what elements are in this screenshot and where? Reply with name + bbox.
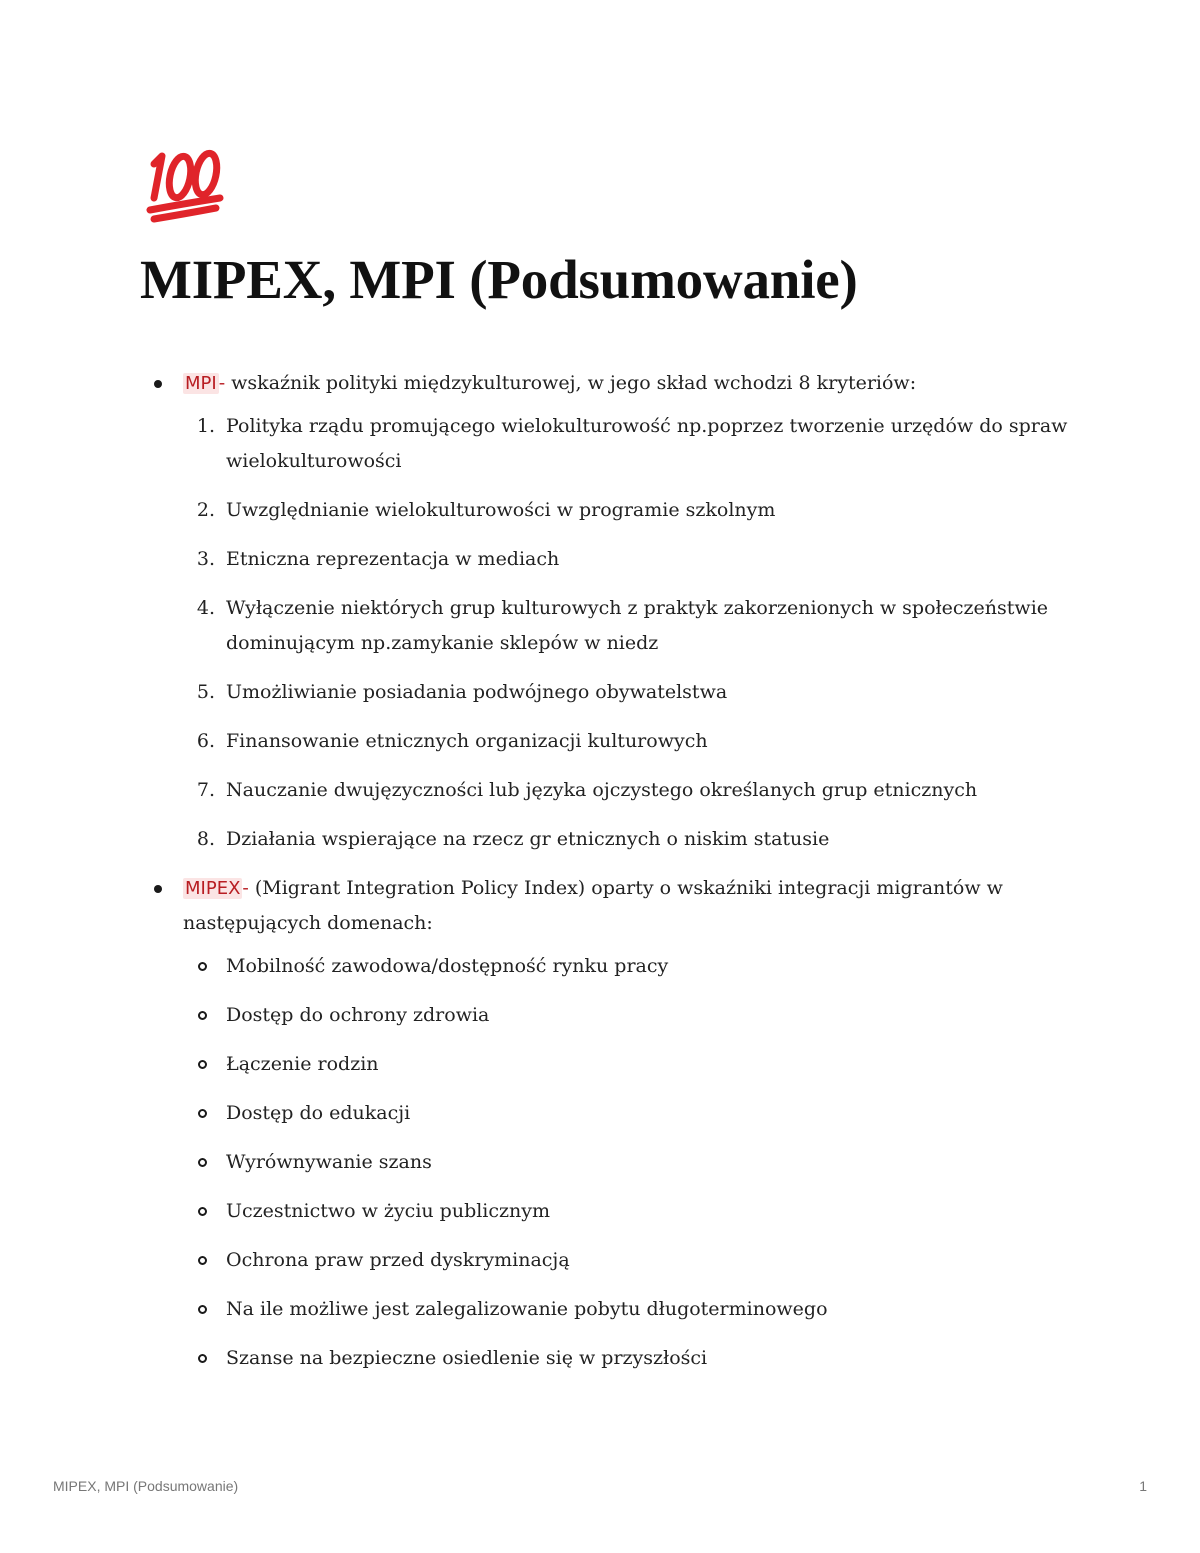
item-number: 1. bbox=[196, 415, 215, 437]
item-text: Uwzględnianie wielokulturowości w programie szkolnym bbox=[226, 499, 776, 521]
item-number: 4. bbox=[196, 597, 215, 619]
list-item-mipex bbox=[140, 871, 1070, 1376]
bullet-icon bbox=[154, 885, 162, 893]
bullet-icon bbox=[154, 380, 162, 388]
bulleted-list bbox=[140, 366, 1070, 1376]
item-number: 7. bbox=[196, 779, 215, 801]
sub-list-item bbox=[183, 1292, 1070, 1327]
sub-list-item bbox=[183, 1341, 1070, 1376]
sub-list-item bbox=[183, 998, 1070, 1033]
page-title: MIPEX, MPI (Podsumowanie) bbox=[140, 249, 858, 310]
ring-bullet-icon bbox=[198, 1305, 207, 1314]
numbered-item bbox=[183, 724, 1070, 759]
ring-bullet-icon bbox=[198, 1109, 207, 1118]
item-text: Działania wspierające na rzecz gr etnicznych o niskim statusie bbox=[226, 828, 830, 850]
ring-bullet-icon bbox=[198, 1354, 207, 1363]
sub-list-item bbox=[183, 1145, 1070, 1180]
numbered-item bbox=[183, 822, 1070, 857]
numbered-item bbox=[183, 675, 1070, 710]
item-number: 6. bbox=[196, 730, 215, 752]
item-number: 5. bbox=[196, 681, 215, 703]
numbered-item bbox=[183, 493, 1070, 528]
numbered-item bbox=[183, 591, 1070, 661]
ring-bullet-icon bbox=[198, 1256, 207, 1265]
inline-code-mpi: MPI bbox=[185, 373, 217, 394]
ring-bullet-icon bbox=[198, 1207, 207, 1216]
item-text: Uczestnictwo w życiu publicznym bbox=[226, 1200, 551, 1222]
item-text: Umożliwianie posiadania podwójnego obywatelstwa bbox=[226, 681, 728, 703]
item-text: Etniczna reprezentacja w mediach bbox=[226, 548, 560, 570]
ring-bullet-icon bbox=[198, 1158, 207, 1167]
inline-code-mipex: MIPEX bbox=[185, 878, 241, 899]
item-text: Nauczanie dwujęzyczności lub języka ojczystego określanych grup etnicznych bbox=[226, 779, 978, 801]
item-text: Wyłączenie niektórych grup kulturowych z praktyk zakorzenionych w społeczeństwie dominującym np.zamykanie sklepów w niedz bbox=[226, 597, 1049, 654]
sub-list-item bbox=[183, 1096, 1070, 1131]
document-body bbox=[140, 366, 1070, 1390]
item-text: Łączenie rodzin bbox=[226, 1053, 379, 1075]
sub-list-item bbox=[183, 949, 1070, 984]
numbered-list bbox=[183, 409, 1070, 857]
list-item-text: wskaźnik polityki międzykulturowej, w jego skład wchodzi 8 kryteriów: bbox=[225, 372, 917, 394]
list-item-text: (Migrant Integration Policy Index) oparty o wskaźniki integracji migrantów w następujących domenach: bbox=[183, 877, 1003, 934]
item-text: Wyrównywanie szans bbox=[226, 1151, 432, 1173]
numbered-item bbox=[183, 409, 1070, 479]
item-number: 8. bbox=[196, 828, 215, 850]
item-text: Finansowanie etnicznych organizacji kulturowych bbox=[226, 730, 708, 752]
item-text: Na ile możliwe jest zalegalizowanie pobytu długoterminowego bbox=[226, 1298, 828, 1320]
numbered-item bbox=[183, 542, 1070, 577]
item-text: Szanse na bezpieczne osiedlenie się w przyszłości bbox=[226, 1347, 708, 1369]
footer-title: MIPEX, MPI (Podsumowanie) bbox=[53, 1478, 239, 1494]
item-text: Dostęp do edukacji bbox=[226, 1102, 411, 1124]
item-text: Mobilność zawodowa/dostępność rynku pracy bbox=[226, 955, 669, 977]
tag-suffix: - bbox=[218, 372, 226, 394]
item-text: Polityka rządu promującego wielokulturowość np.poprzez tworzenie urzędów do spraw wielokulturowości bbox=[226, 415, 1068, 472]
sub-list-item bbox=[183, 1243, 1070, 1278]
hundred-points-icon bbox=[142, 140, 226, 224]
tag-suffix: - bbox=[242, 877, 249, 899]
list-item-mpi bbox=[140, 366, 1070, 857]
item-text: Ochrona praw przed dyskryminacją bbox=[226, 1249, 570, 1271]
footer-page-number: 1 bbox=[1139, 1478, 1147, 1494]
sub-list-item bbox=[183, 1047, 1070, 1082]
ring-bullet-icon bbox=[198, 1060, 207, 1069]
sub-bulleted-list bbox=[183, 949, 1070, 1376]
item-number: 3. bbox=[196, 548, 215, 570]
ring-bullet-icon bbox=[198, 962, 207, 971]
item-text: Dostęp do ochrony zdrowia bbox=[226, 1004, 490, 1026]
item-number: 2. bbox=[196, 499, 215, 521]
numbered-item bbox=[183, 773, 1070, 808]
sub-list-item bbox=[183, 1194, 1070, 1229]
ring-bullet-icon bbox=[198, 1011, 207, 1020]
